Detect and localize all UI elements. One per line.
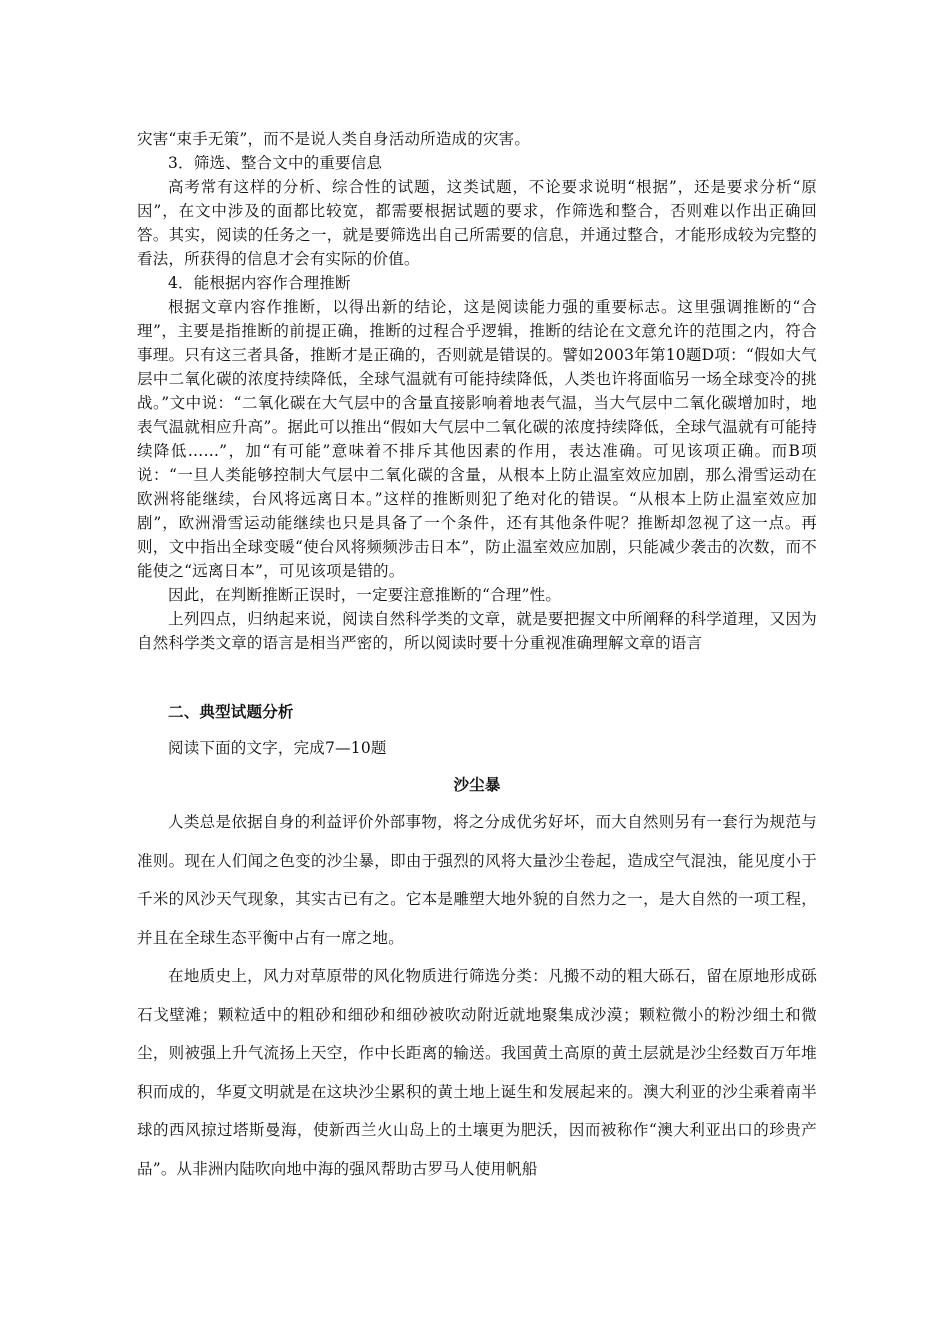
essay-title: 沙尘暴 xyxy=(453,775,501,794)
paragraph-conclusion: 因此，在判断推断正误时，一定要注意推断的“合理”性。 xyxy=(168,586,562,604)
reading-instruction: 阅读下面的文字，完成7—10题 xyxy=(168,739,387,757)
essay-title-block xyxy=(137,773,817,797)
subheading-point-4: 4．能根据内容作合理推断 xyxy=(168,274,351,292)
paragraph-point-4: 根据文章内容作推断，以得出新的结论，这是阅读能力强的重要标志。这里强调推断的“合理”，主要是指推断的前提正确，推断的过程合乎逻辑，推断的结论在文意允许的范围之内，符合事理。只有这三者具备，推断才是正确的，否则就是错误的。譬如2003年第10题D项：“假如大气层中二氧化碳的浓度持续降低，全球气温就有可能持续降低，人类也许将面临另一场全球变冷的挑战。”文中说：“二氧化碳在大气层中的含量直接影响着地表气温，当大气层中二氧化碳增加时，地表气温就相应升高”。据此可以推出“假如大气层中二氧化碳的浓度持续降低，全球气温就有可能持续降低……”，加“有可能”意味着不排斥其他因素的作用，表达准确。可见该项正确。而B项说：“一旦人类能够控制大气层中二氧化碳的含量，从根本上防止温室效应加剧，那么滑雪运动在欧洲将能继续，台风将远离日本。”这样的推断则犯了绝对化的错误。“从根本上防止温室效应加剧”，欧洲滑雪运动能继续也只是具备了一个条件，还有其他条件呢？推断却忽视了这一点。再则，文中指出全球变暖“使台风将频频涉击日本”，防止温室效应加剧，只能减少袭击的次数，而不能使之“远离日本”，可见该项是错的。 xyxy=(137,298,817,580)
essay-paragraph-1: 人类总是依据自身的利益评价外部事物，将之分成优劣好坏，而大自然则另有一套行为规范与准则。现在人们闻之色变的沙尘暴，即由于强烈的风将大量沙尘卷起，造成空气混浊，能见度小于千米的风沙天气现象，其实古已有之。它本是雕塑大地外貌的自然力之一，是大自然的一项工程，并且在全球生态平衡中占有一席之地。 xyxy=(137,813,817,947)
reading-methods-section xyxy=(137,127,817,655)
essay-paragraph-2: 在地质史上，风力对草原带的风化物质进行筛选分类：凡搬不动的粗大砾石，留在原地形成砾石戈壁滩；颗粒适中的粗砂和细砂和细砂被吹动附近就地聚集成沙漠；颗粒微小的粉沙细土和微尘，则被强上升气流扬上天空，作中长距离的输送。我国黄土高原的黄土层就是沙尘经数百万年堆积而成的，华夏文明就是在这块沙尘累积的黄土地上诞生和发展起来的。澳大利亚的沙尘乘着南半球的西风掠过塔斯曼海，使新西兰火山岛上的土壤更为肥沃，因而被称作“澳大利亚出口的珍贵产品”。从非洲内陆吹向地中海的强风帮助古罗马人使用帆船 xyxy=(137,967,817,1178)
essay-body xyxy=(137,803,817,1188)
paragraph-point-3: 高考常有这样的分析、综合性的试题，这类试题，不论要求说明“根据”，还是要求分析“原因”，在文中涉及的面都比较宽，都需要根据试题的要求，作筛选和整合，否则难以作出正确回答。其实，阅读的任务之一，就是要筛选出自己所需要的信息，并通过整合，才能形成较为完整的看法，所获得的信息才会有实际的价值。 xyxy=(137,178,817,268)
section-heading-block xyxy=(137,700,817,724)
subheading-point-3: 3．筛选、整合文中的重要信息 xyxy=(168,154,383,172)
paragraph-summary: 上列四点，归纳起来说，阅读自然科学类的文章，就是要把握文中所阐释的科学道理，又因为自然科学类文章的语言是相当严密的，所以阅读时要十分重视准确理解文章的语言 xyxy=(137,610,817,652)
instruction-block xyxy=(137,736,817,760)
section-heading: 二、典型试题分析 xyxy=(168,702,294,721)
paragraph-continued: 灾害“束手无策”，而不是说人类自身活动所造成的灾害。 xyxy=(137,130,531,148)
